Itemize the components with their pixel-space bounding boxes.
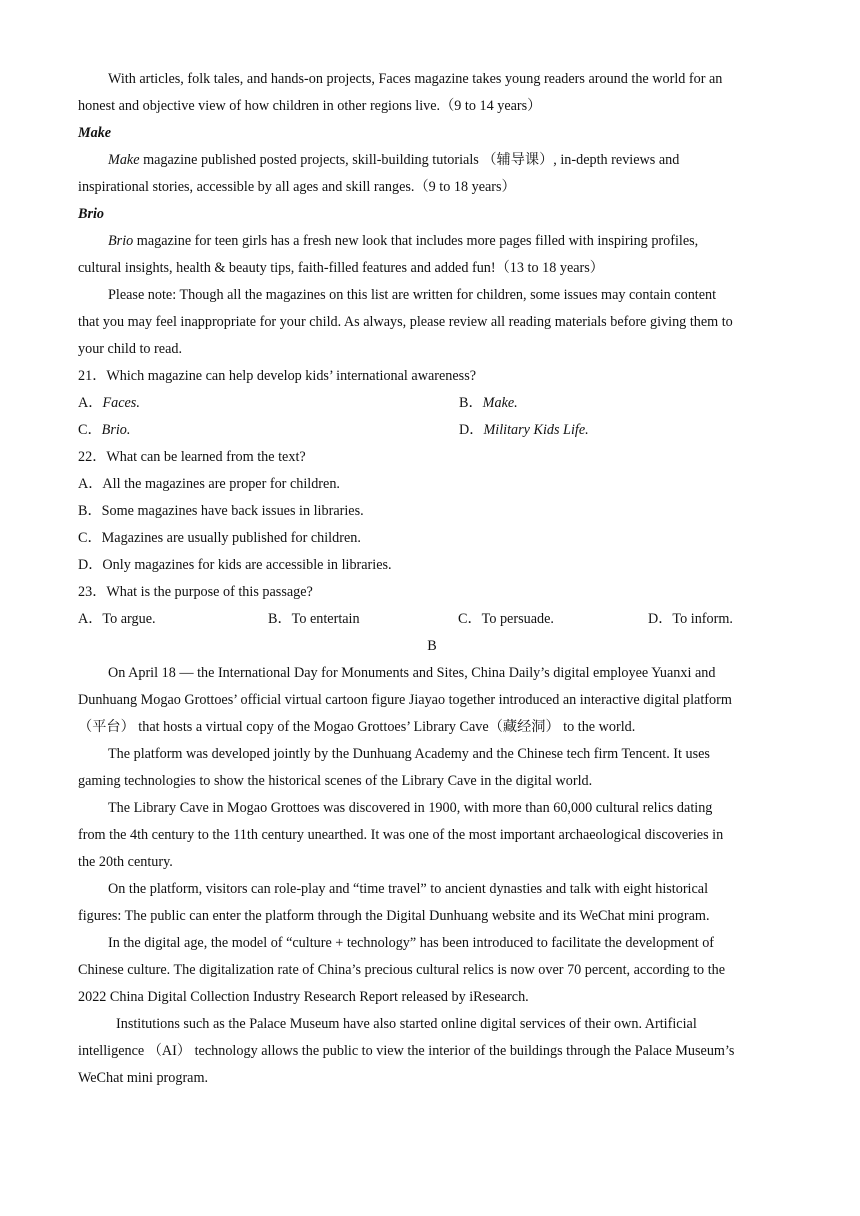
question-21-stem: 21．Which magazine can help develop kids’ international awareness? bbox=[78, 368, 477, 384]
option-text: Faces. bbox=[102, 395, 140, 411]
question-21-option-a bbox=[78, 390, 459, 417]
question-21-option-b bbox=[459, 390, 518, 417]
passage-b-paragraph-line: 2022 China Digital Collection Industry Research Report released by iResearch. bbox=[78, 989, 529, 1005]
faces-paragraph-line: honest and objective view of how children in other regions live.（9 to 14 years） bbox=[78, 98, 542, 114]
passage-b-paragraph-line: On April 18 — the International Day for Monuments and Sites, China Daily’s digital employee Yuanxi and bbox=[108, 665, 716, 681]
note-paragraph-line: that you may feel inappropriate for your child. As always, please review all reading materials before giving them to bbox=[78, 314, 733, 330]
question-23-option-b: B．To entertain bbox=[268, 611, 360, 627]
make-paragraph-line: inspirational stories, accessible by all ages and skill ranges.（9 to 18 years） bbox=[78, 179, 516, 195]
question-22-stem: 22．What can be learned from the text? bbox=[78, 449, 306, 465]
passage-b-paragraph-line: Dunhuang Mogao Grottoes’ official virtual cartoon figure Jiayao together introduced an interactive digital platform bbox=[78, 692, 732, 708]
option-letter: B． bbox=[459, 395, 483, 411]
question-21-options-row bbox=[78, 390, 786, 417]
passage-b-paragraph-line: WeChat mini program. bbox=[78, 1070, 209, 1086]
question-22-option-a: A．All the magazines are proper for children. bbox=[78, 476, 340, 492]
question-21-option-d bbox=[459, 417, 589, 444]
passage-b-paragraph-line: figures: The public can enter the platform through the Digital Dunhuang website and its WeChat mini program. bbox=[78, 908, 710, 924]
make-paragraph-line bbox=[78, 147, 786, 174]
question-22-option-d: D．Only magazines for kids are accessible in libraries. bbox=[78, 557, 392, 573]
passage-b-paragraph-line: The platform was developed jointly by the Dunhuang Academy and the Chinese tech firm Tencent. It uses bbox=[108, 746, 710, 762]
section-b-label: B bbox=[427, 638, 437, 654]
option-letter: A． bbox=[78, 395, 103, 411]
brio-paragraph-line: cultural insights, health & beauty tips, faith-filled features and added fun!（13 to 18 years） bbox=[78, 260, 604, 276]
brio-title: Brio bbox=[108, 233, 134, 249]
passage-b-paragraph-line: Institutions such as the Palace Museum have also started online digital services of their own. Artificial bbox=[116, 1016, 697, 1032]
make-paragraph-text: magazine published posted projects, skill-building tutorials （辅导课）, in-depth reviews and bbox=[139, 152, 680, 168]
brio-heading: Brio bbox=[78, 206, 105, 222]
question-22-option-c: C．Magazines are usually published for children. bbox=[78, 530, 361, 546]
passage-b-paragraph-line: the 20th century. bbox=[78, 854, 173, 870]
passage-b-paragraph-line: intelligence （AI） technology allows the public to view the interior of the buildings through the Palace Museum’s bbox=[78, 1043, 735, 1059]
question-22-option-b: B．Some magazines have back issues in libraries. bbox=[78, 503, 364, 519]
question-23-stem: 23．What is the purpose of this passage? bbox=[78, 584, 313, 600]
brio-paragraph-line bbox=[78, 228, 786, 255]
make-heading: Make bbox=[78, 125, 112, 141]
option-text: Brio. bbox=[101, 422, 131, 438]
option-letter: C． bbox=[78, 422, 102, 438]
passage-b-paragraph-line: gaming technologies to show the historical scenes of the Library Cave in the digital world. bbox=[78, 773, 593, 789]
faces-paragraph-line: With articles, folk tales, and hands-on projects, Faces magazine takes young readers around the world for an bbox=[108, 71, 723, 87]
brio-paragraph-text: magazine for teen girls has a fresh new look that includes more pages filled with inspiring profiles, bbox=[133, 233, 699, 249]
note-paragraph-line: Please note: Though all the magazines on this list are written for children, some issues may contain content bbox=[108, 287, 717, 303]
question-23-option-c: C．To persuade. bbox=[458, 611, 554, 627]
option-text: Military Kids Life. bbox=[483, 422, 589, 438]
question-21-option-c bbox=[78, 417, 459, 444]
question-23-option-a: A．To argue. bbox=[78, 611, 156, 627]
question-23-options-row bbox=[78, 606, 786, 633]
note-paragraph-line: your child to read. bbox=[78, 341, 183, 357]
question-21-options-row bbox=[78, 417, 786, 444]
make-title: Make bbox=[108, 152, 140, 168]
passage-b-paragraph-line: from the 4th century to the 11th century unearthed. It was one of the most important archaeological discoveries in bbox=[78, 827, 724, 843]
option-text: Make. bbox=[482, 395, 518, 411]
passage-b-paragraph-line: （平台） that hosts a virtual copy of the Mogao Grottoes’ Library Cave（藏经洞） to the world. bbox=[78, 719, 636, 735]
passage-b-paragraph-line: Chinese culture. The digitalization rate of China’s precious cultural relics is now over 70 percent, according to the bbox=[78, 962, 726, 978]
passage-b-paragraph-line: On the platform, visitors can role-play and “time travel” to ancient dynasties and talk with eight historical bbox=[108, 881, 709, 897]
passage-b-paragraph-line: The Library Cave in Mogao Grottoes was discovered in 1900, with more than 60,000 cultural relics dating bbox=[108, 800, 713, 816]
option-letter: D． bbox=[459, 422, 484, 438]
document-content bbox=[78, 66, 786, 1092]
passage-b-paragraph-line: In the digital age, the model of “culture + technology” has been introduced to facilitate the development of bbox=[108, 935, 715, 951]
question-23-option-d: D．To inform. bbox=[648, 611, 733, 627]
